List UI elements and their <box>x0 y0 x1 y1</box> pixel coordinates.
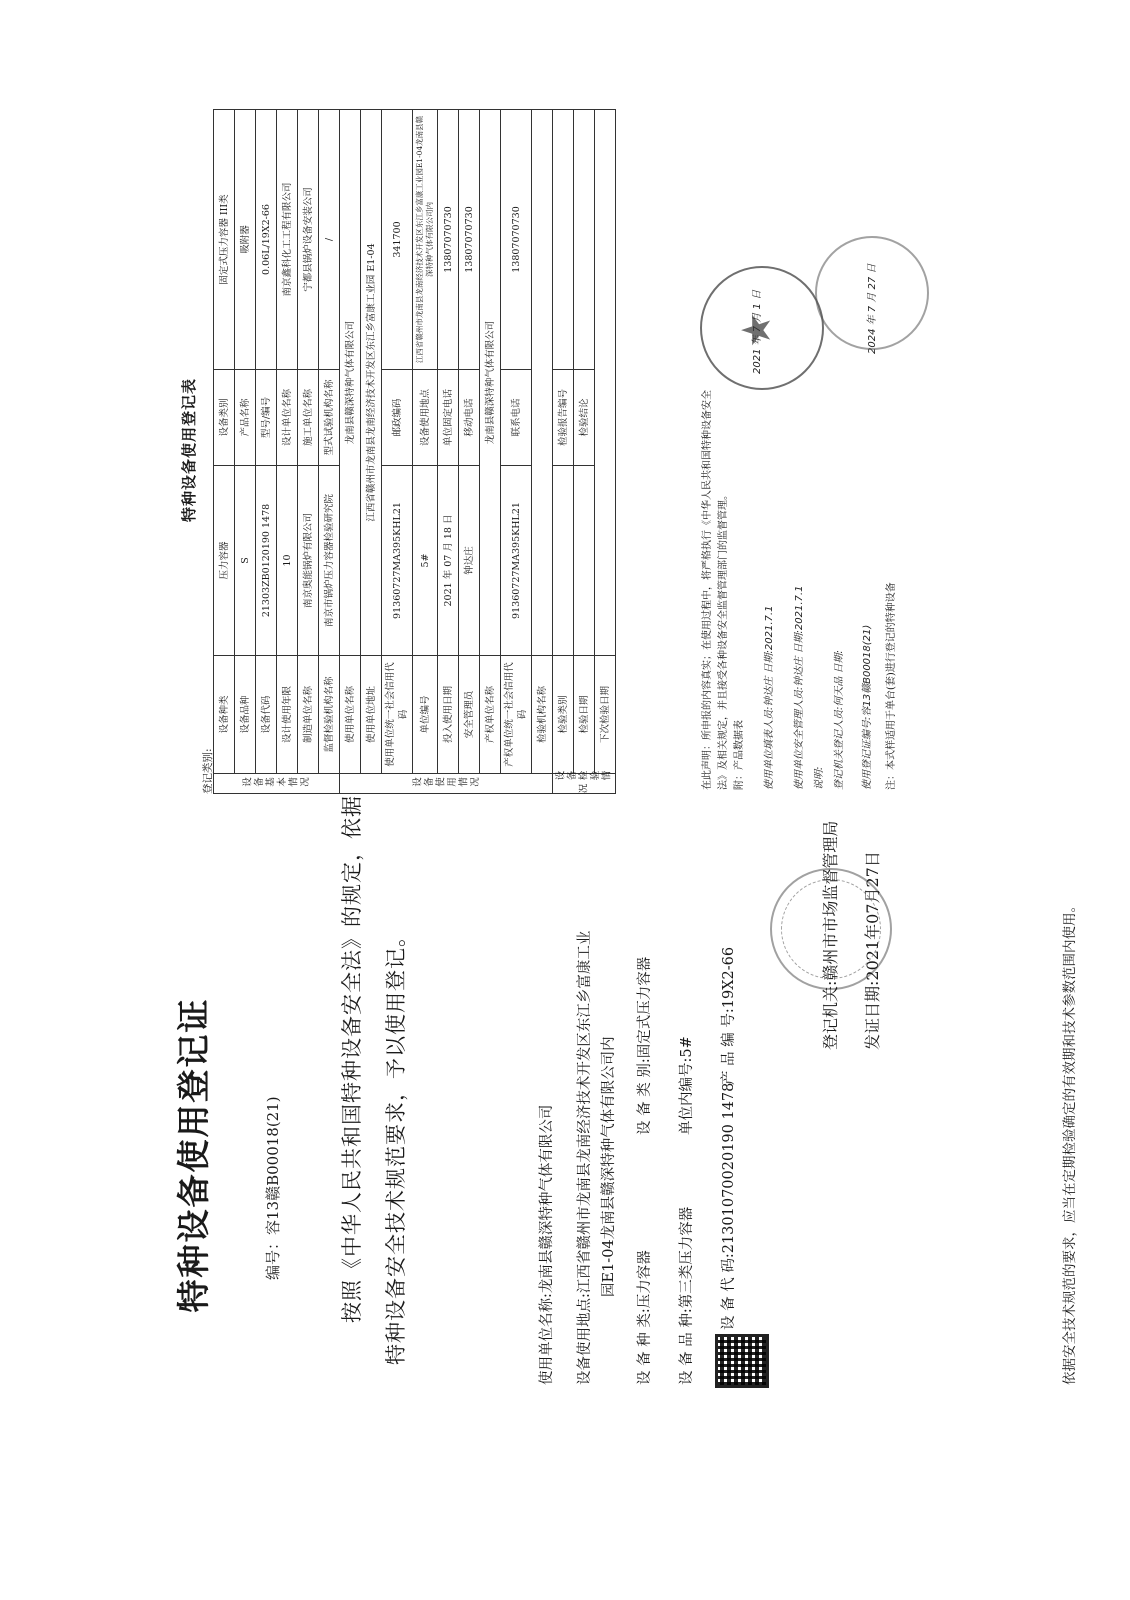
field-value: 龙南县赣深特种气体有限公司 <box>340 110 361 656</box>
field-label: 使用单位名称 <box>340 656 361 774</box>
issue-date: 发证日期:2021年07月27日 <box>863 851 882 1050</box>
field-label: 安全管理员 <box>459 656 480 774</box>
field-label: 检验日期 <box>574 656 595 774</box>
registration-category: 登记类别: <box>202 748 214 794</box>
section-inspection: 设备检验情况 <box>553 774 616 794</box>
declaration-line: 法》及相关规定，并且接受各种设备安全监督管理部门的监督管理。 <box>718 490 729 790</box>
field-value: 压力容器 <box>214 466 235 656</box>
field-value: 91360727MA395KHL21 <box>501 466 532 656</box>
declaration-line: 使用登记证编号:容13赣B00018(21) <box>862 624 873 790</box>
field-value <box>553 110 574 370</box>
section-usage: 设备使用情况 <box>340 774 553 794</box>
section-basic: 设备基本情况 <box>214 774 340 794</box>
field-value: 龙南县赣深特种气体有限公司 <box>480 110 501 656</box>
certificate-body: 按照《中华人民共和国特种设备安全法》的规定，依据特种设备安全技术规范要求，予以使用登记。 <box>340 795 408 1365</box>
field-label: 产品名称 <box>235 370 256 466</box>
certificate-footer: 依据安全技术规范的要求，应当在定期检验确定的有效期和技术参数范围内使用。 <box>1062 899 1078 1385</box>
field-label: 使用单位地址 <box>361 656 382 774</box>
field-label: 设备类别 <box>214 370 235 466</box>
table-row <box>256 110 277 794</box>
table-row <box>235 110 256 794</box>
declaration-line: 使用单位安全管理人员:钟达庄 日期:2021.7.1 <box>794 585 805 790</box>
field-value: 吸附器 <box>235 110 256 370</box>
field-label: 单位固定电话 <box>438 370 459 466</box>
field-value: 5# <box>413 466 438 656</box>
product-no-field: 产 品 编 号:19X2-66 <box>721 946 737 1085</box>
field-label: 检验结论 <box>574 370 595 466</box>
field-value: 91360727MA395KHL21 <box>382 466 413 656</box>
field-value: 2021 年 07 月 18 日 <box>438 466 459 656</box>
table-row <box>361 110 382 794</box>
field-label: 产权单位名称 <box>480 656 501 774</box>
field-label: 设备种类 <box>214 656 235 774</box>
field-value: 10 <box>277 466 298 656</box>
field-label: 设备代码 <box>256 656 277 774</box>
field-value: 江西省赣州市龙南县龙南经济技术开发区东江乡富康工业园 E1-04 <box>361 110 382 656</box>
unit-name-field: 使用单位名称:龙南县赣深特种气体有限公司 <box>539 1104 555 1385</box>
field-label: 使用单位统一社会信用代码 <box>382 656 413 774</box>
field-value: 宁都县锅炉设备安装公司 <box>298 110 319 370</box>
field-label: 联系电话 <box>501 370 532 466</box>
field-label: 施工单位名称 <box>298 370 319 466</box>
field-value <box>574 466 595 656</box>
table-row <box>459 110 480 794</box>
field-value <box>553 466 574 656</box>
declaration-line: 说明: <box>814 766 825 790</box>
registration-table <box>213 109 616 794</box>
table-row <box>553 110 574 794</box>
field-value <box>574 110 595 370</box>
field-label: 型式试验机构名称 <box>319 370 340 466</box>
category-class-field: 设 备 类 别:固定式压力容器 <box>637 956 653 1135</box>
registration-authority: 登记机关:赣州市市场监督管理局 <box>821 820 840 1050</box>
field-label: 单位编号 <box>413 656 438 774</box>
field-label: 检验机构名称 <box>532 656 553 774</box>
table-row <box>277 110 298 794</box>
certificate-title: 特种设备使用登记证 <box>174 997 213 1313</box>
field-value: 南京鑫科化工工程有限公司 <box>277 110 298 370</box>
table-row <box>382 110 413 794</box>
table-row <box>340 110 361 794</box>
field-value: 南京奥能锅炉有限公司 <box>298 466 319 656</box>
declaration-line: 注：本式样适用于单台(套)进行登记的特种设备 <box>886 582 897 790</box>
category-kind-field: 设 备 种 类:压力容器 <box>637 1250 653 1385</box>
location-field: 设备使用地点:江西省赣州市龙南县龙南经济技术开发区东江乡富康工业 <box>577 930 593 1385</box>
field-label: 设备品种 <box>235 656 256 774</box>
field-label: 下次检验日期 <box>595 656 616 774</box>
field-value: 钟达庄 <box>459 466 480 656</box>
field-label: 邮政编码 <box>382 370 413 466</box>
field-label: 型号/编号 <box>256 370 277 466</box>
field-label: 制造单位名称 <box>298 656 319 774</box>
variety-field: 设 备 品 种:第三类压力容器 <box>679 1206 695 1385</box>
field-value: 13807070730 <box>501 110 532 370</box>
declaration-line: 使用单位填表人员:钟达庄 日期:2021.7.1 <box>764 605 775 790</box>
field-label: 投入使用日期 <box>438 656 459 774</box>
field-value: 341700 <box>382 110 413 370</box>
table-row <box>501 110 532 794</box>
field-label: 检验报告编号 <box>553 370 574 466</box>
certificate-number: 编号：容13赣B00018(21) <box>264 1096 282 1280</box>
declaration-line: 在此声明：所申报的内容真实；在使用过程中，将严格执行《中华人民共和国特种设备安全 <box>702 390 713 790</box>
field-value: S <box>235 466 256 656</box>
authority-seal <box>815 236 929 350</box>
table-row <box>319 110 340 794</box>
field-value: 固定式压力容器 III类 <box>214 110 235 370</box>
table-row <box>595 110 616 794</box>
field-value: 0.06L/19X2-66 <box>256 110 277 370</box>
table-row <box>480 110 501 794</box>
field-label: 设计使用年限 <box>277 656 298 774</box>
field-value: 13807070730 <box>459 110 480 370</box>
table-row <box>438 110 459 794</box>
form-title: 特种设备使用登记表 <box>180 378 198 523</box>
location-field-cont: 园E1-04龙南县赣深特种气体有限公司内 <box>601 1036 617 1297</box>
field-value: 江西省赣州市龙南县龙南经济技术开发区东江乡富康工业园E1-04龙南县赣深特种气体有限公司内 <box>413 110 438 370</box>
field-label: 检验类别 <box>553 656 574 774</box>
declaration-line: 登记机关登记人员:何天品 日期: <box>834 650 845 790</box>
field-value <box>595 110 616 656</box>
table-row <box>214 110 235 794</box>
qr-code <box>715 1334 769 1388</box>
table-row <box>298 110 319 794</box>
company-sign-date: 2021 年 7 月 1 日 <box>752 289 763 374</box>
field-value: 13807070730 <box>438 110 459 370</box>
field-label: 设备使用地点 <box>413 370 438 466</box>
internal-no-field: 单位内编号:5# <box>679 1036 695 1135</box>
code-field: 设 备 代 码:21301070020190 1478 <box>721 1082 737 1330</box>
authority-sign-date: 2024 年 7 月 27 日 <box>867 263 878 354</box>
field-label: 移动电话 <box>459 370 480 466</box>
table-row <box>532 110 553 794</box>
field-value: 21303ZB0120190 1478 <box>256 466 277 656</box>
declaration-line: 附：产品数据表 <box>734 720 745 790</box>
table-row <box>574 110 595 794</box>
field-value <box>532 110 553 656</box>
field-label: 设计单位名称 <box>277 370 298 466</box>
field-value: / <box>319 110 340 370</box>
company-seal <box>700 266 824 390</box>
field-label: 监督检验机构名称 <box>319 656 340 774</box>
field-value: 南京市锅炉压力容器检验研究院 <box>319 466 340 656</box>
field-label: 产权单位统一社会信用代码 <box>501 656 532 774</box>
